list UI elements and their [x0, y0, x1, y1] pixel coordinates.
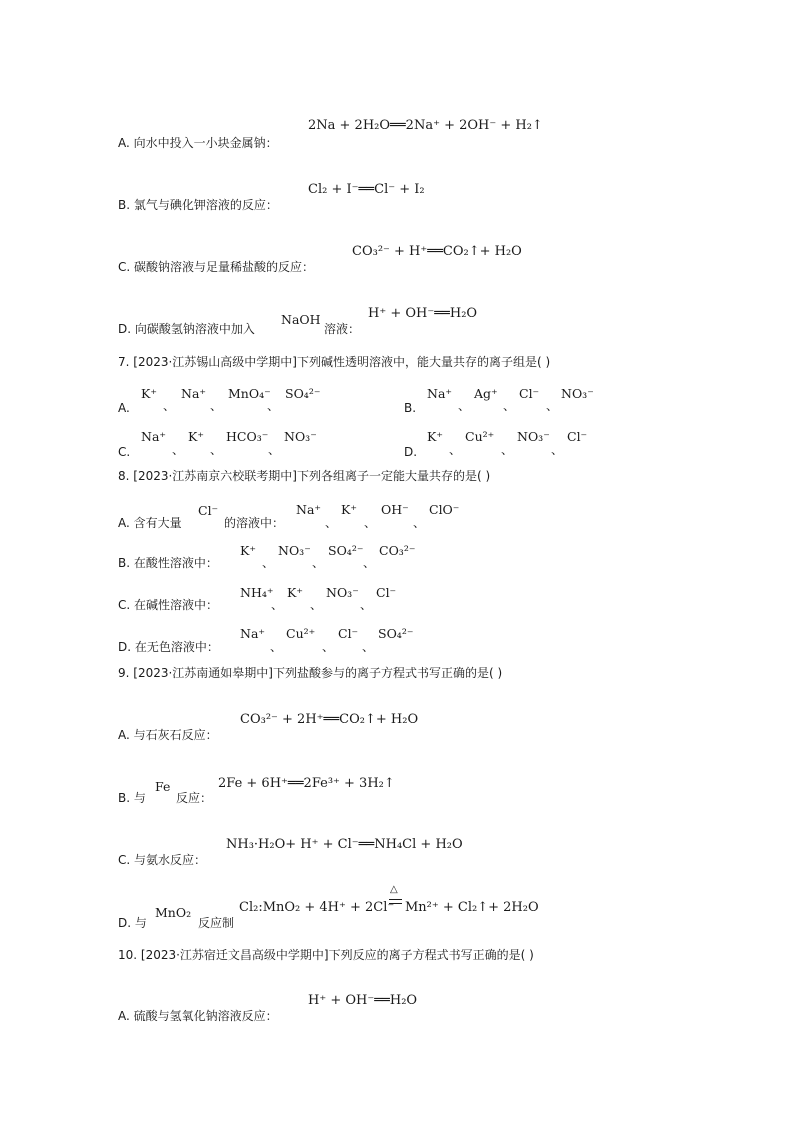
q6-d-reagent: NaOH	[281, 312, 321, 327]
q9-a-equation: CO₃²⁻ + 2H⁺══CO₂↑+ H₂O	[240, 712, 419, 727]
q6-d-label-pre: D. 向碳酸氢钠溶液中加入	[118, 322, 255, 336]
q8-b-ion-2: NO₃⁻	[278, 543, 311, 558]
q9-c-equation: NH₃·H₂O+ H⁺ + Cl⁻══NH₄Cl + H₂O	[226, 837, 463, 852]
q8-a-ion-4: ClO⁻	[429, 502, 460, 517]
q8-d-ion-2: Cu²⁺	[286, 626, 316, 641]
q7-a-ion-2: Na⁺	[181, 386, 206, 401]
q7-a-ion-1: K⁺	[141, 386, 157, 401]
q8-b-ion-3: SO₄²⁻	[328, 543, 364, 558]
q7-c-ion-1: Na⁺	[141, 429, 166, 444]
q6-d-equation: H⁺ + OH⁻══H₂O	[368, 306, 478, 321]
q7-d-ion-4: Cl⁻	[567, 429, 588, 444]
q10-stem: 10. [2023·江苏宿迁文昌高级中学期中]下列反应的离子方程式书写正确的是( )	[118, 948, 534, 962]
q8-c-sep-1: 、	[271, 598, 284, 612]
q9-d-label-pre: D. 与	[118, 916, 147, 930]
q7-b-ion-4: NO₃⁻	[561, 386, 594, 401]
q9-d-equation-right: Mn²⁺ + Cl₂↑+ 2H₂O	[405, 900, 539, 915]
q7-d-sep-3: 、	[551, 443, 564, 457]
q7-c-ion-3: HCO₃⁻	[226, 429, 269, 444]
q6-c-equation: CO₃²⁻ + H⁺══CO₂↑+ H₂O	[352, 244, 522, 259]
q7-d-letter: D.	[404, 445, 418, 459]
q7-b-ion-3: Cl⁻	[519, 386, 540, 401]
q7-a-letter: A.	[118, 401, 130, 415]
q8-c-ion-3: NO₃⁻	[326, 585, 359, 600]
q8-a-ion-1: Na⁺	[296, 502, 321, 517]
q8-d-sep-3: 、	[362, 640, 375, 654]
q7-d-sep-1: 、	[449, 443, 462, 457]
q9-b-label-pre: B. 与	[118, 791, 146, 805]
q8-b-ion-4: CO₃²⁻	[379, 543, 416, 558]
q9-c-label: C. 与氨水反应：	[118, 853, 207, 867]
q8-c-sep-3: 、	[360, 598, 373, 612]
q8-a-sep-1: 、	[325, 516, 338, 530]
q7-d-ion-1: K⁺	[427, 429, 443, 444]
q7-c-ion-2: K⁺	[188, 429, 204, 444]
q8-b-sep-3: 、	[363, 556, 376, 570]
q8-b-ion-1: K⁺	[240, 543, 256, 558]
q8-a-sep-3: 、	[413, 516, 426, 530]
q7-a-sep-1: 、	[163, 399, 176, 413]
q8-d-label: D. 在无色溶液中：	[118, 640, 219, 654]
q8-a-label-post: 的溶液中：	[224, 516, 285, 530]
q8-d-sep-1: 、	[270, 640, 283, 654]
q7-b-letter: B.	[404, 401, 417, 415]
q7-c-sep-3: 、	[268, 443, 281, 457]
q8-c-sep-2: 、	[310, 598, 323, 612]
q7-c-letter: C.	[118, 445, 131, 459]
q8-d-ion-1: Na⁺	[240, 626, 265, 641]
q8-c-label: C. 在碱性溶液中：	[118, 598, 219, 612]
q8-c-ion-1: NH₄⁺	[240, 585, 274, 600]
q6-b-equation: Cl₂ + I⁻══Cl⁻ + I₂	[308, 182, 425, 197]
q6-b-label: B. 氯气与碘化钾溶液的反应：	[118, 198, 278, 212]
q7-c-sep-1: 、	[172, 443, 185, 457]
q6-a-label: A. 向水中投入一小块金属钠：	[118, 136, 278, 150]
q10-a-label: A. 硫酸与氢氧化钠溶液反应：	[118, 1009, 278, 1023]
q9-d-label-post: 反应制	[198, 916, 235, 930]
q8-b-label: B. 在酸性溶液中：	[118, 556, 218, 570]
equals-bar-bottom	[389, 903, 402, 904]
q9-d-reagent: MnO₂	[155, 905, 192, 920]
q8-a-label-ion: Cl⁻	[198, 503, 219, 518]
q6-a-equation: 2Na + 2H₂O══2Na⁺ + 2OH⁻ + H₂↑	[308, 118, 543, 133]
q9-stem: 9. [2023·江苏南通如皋期中]下列盐酸参与的离子方程式书写正确的是( )	[118, 666, 503, 680]
q9-b-equation: 2Fe + 6H⁺══2Fe³⁺ + 3H₂↑	[218, 776, 395, 791]
q8-c-ion-4: Cl⁻	[376, 585, 397, 600]
q7-b-sep-3: 、	[546, 399, 559, 413]
q8-a-ion-3: OH⁻	[381, 502, 409, 517]
q7-a-ion-4: SO₄²⁻	[285, 386, 321, 401]
q8-d-ion-3: Cl⁻	[338, 626, 359, 641]
q9-d-condition-equals	[388, 885, 404, 909]
q9-b-reagent: Fe	[155, 779, 171, 794]
q7-b-sep-2: 、	[503, 399, 516, 413]
q8-d-sep-2: 、	[322, 640, 335, 654]
q9-b-label-post: 反应：	[176, 791, 213, 805]
q7-d-ion-3: NO₃⁻	[517, 429, 550, 444]
q7-c-sep-2: 、	[210, 443, 223, 457]
q9-d-equation-left: Cl₂:MnO₂ + 4H⁺ + 2Cl⁻	[239, 900, 395, 915]
q7-a-ion-3: MnO₄⁻	[228, 386, 271, 401]
q8-a-label-pre: A. 含有大量	[118, 516, 182, 530]
q7-b-sep-1: 、	[458, 399, 471, 413]
q8-d-ion-4: SO₄²⁻	[378, 626, 414, 641]
q9-a-label: A. 与石灰石反应：	[118, 728, 218, 742]
q6-c-label: C. 碳酸钠溶液与足量稀盐酸的反应：	[118, 260, 315, 274]
q7-d-ion-2: Cu²⁺	[465, 429, 495, 444]
q8-c-ion-2: K⁺	[287, 585, 303, 600]
q7-d-sep-2: 、	[501, 443, 514, 457]
q7-a-sep-2: 、	[210, 399, 223, 413]
q7-a-sep-3: 、	[267, 399, 280, 413]
q8-a-ion-2: K⁺	[341, 502, 357, 517]
q7-b-ion-1: Na⁺	[427, 386, 452, 401]
q8-stem: 8. [2023·江苏南京六校联考期中]下列各组离子一定能大量共存的是( )	[118, 469, 491, 483]
q7-stem: 7. [2023·江苏锡山高级中学期中]下列碱性透明溶液中，能大量共存的离子组是( )	[118, 355, 551, 369]
equals-bar-top	[389, 899, 402, 900]
q10-a-equation: H⁺ + OH⁻══H₂O	[308, 993, 418, 1008]
q8-a-sep-2: 、	[364, 516, 377, 530]
q8-b-sep-1: 、	[262, 556, 275, 570]
q6-d-label-post: 溶液：	[324, 322, 361, 336]
q7-c-ion-4: NO₃⁻	[284, 429, 317, 444]
q7-b-ion-2: Ag⁺	[474, 386, 498, 401]
q8-b-sep-2: 、	[312, 556, 325, 570]
heat-triangle-icon: △	[390, 884, 398, 895]
